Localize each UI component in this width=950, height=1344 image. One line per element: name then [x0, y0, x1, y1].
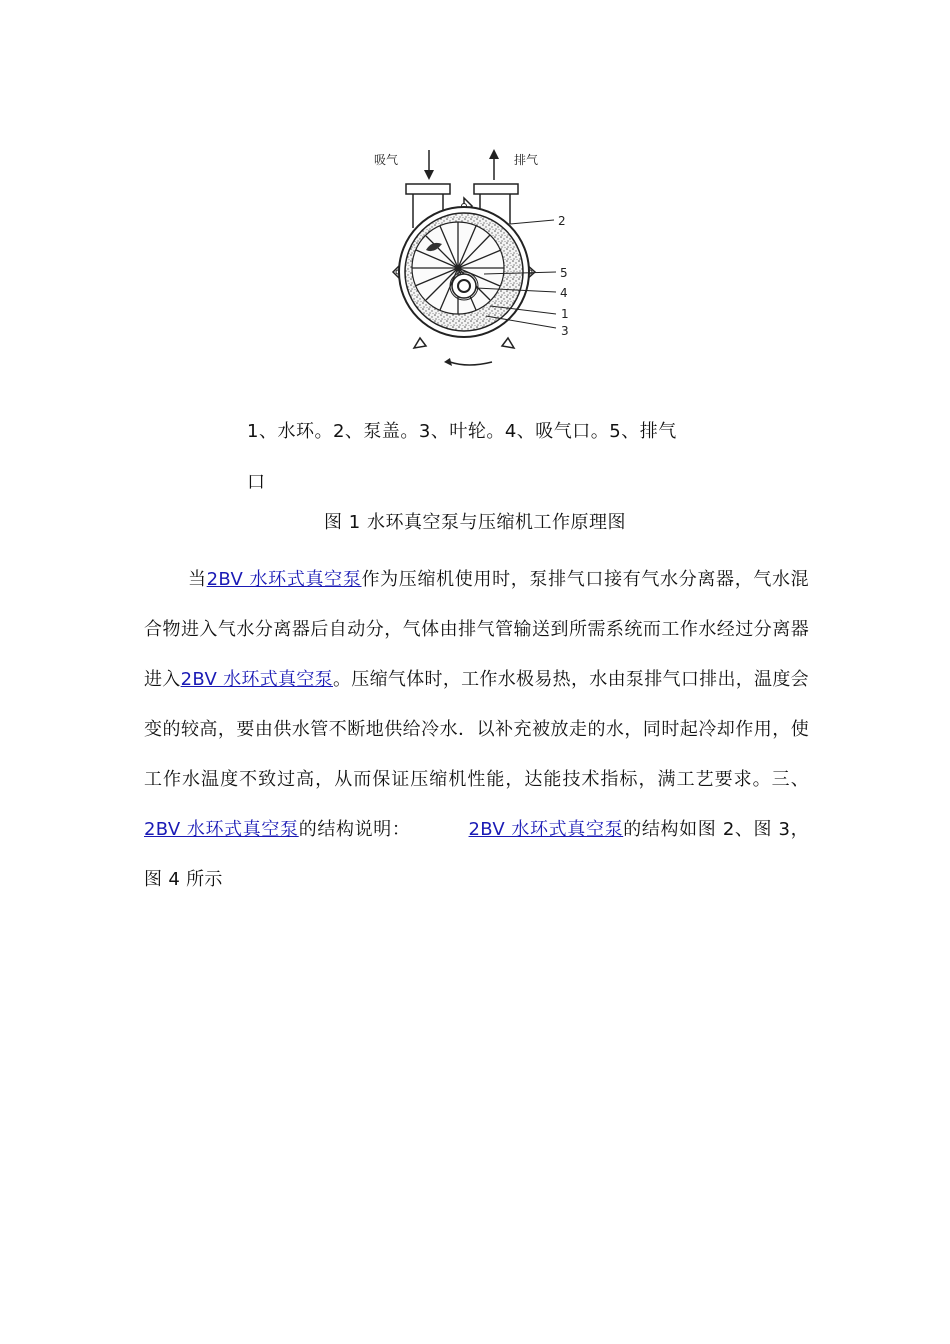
pump-diagram-svg: [368, 140, 583, 372]
part-label-2: 2: [558, 214, 566, 228]
paragraph-text-2: 。压缩气体时，工作水极易热，水由泵排气口排出，温度会变的较高，要由供水管不断地供给冷水．以补充被放走的水，同时起冷却作用，使工作水温度不致过高，从而保证压缩机性能，达能技术指标，满工艺要求。三、: [144, 669, 809, 790]
intake-label: 吸气: [374, 153, 399, 167]
rotation-arrow-icon: [444, 358, 492, 366]
paragraph-text-4: 的结构如图 2、图 3，图 4 所示: [144, 819, 809, 890]
body-paragraph: [144, 555, 809, 905]
pump-diagram: [368, 140, 583, 372]
figure-legend: [247, 406, 717, 508]
paragraph-intro: 当: [188, 569, 207, 590]
intake-arrow-icon: [424, 150, 434, 180]
part-label-1: 1: [561, 307, 569, 321]
figure-caption: 图 1 水环真空泵与压缩机工作原理图: [324, 512, 626, 533]
legend-line-2: 口: [247, 472, 266, 493]
paragraph-text-3: 的结构说明：: [298, 819, 411, 840]
exhaust-arrow-icon: [489, 149, 499, 180]
exhaust-label: 排气: [514, 153, 539, 167]
pump-link-3[interactable]: 2BV 水环式真空泵: [144, 819, 299, 840]
paragraph-text-1: 作为压缩机使用时，泵排气口接有气水分离器，气水混合物进入气水分离器后自动分，气体由排气管输送到所需系统而工作水经过分离器进入: [144, 569, 809, 690]
impeller: [412, 222, 504, 314]
pump-link-4[interactable]: 2BV 水环式真空泵: [468, 819, 624, 840]
part-label-4: 4: [560, 286, 568, 300]
pump-link-1[interactable]: 2BV 水环式真空泵: [206, 569, 362, 590]
impeller-hub: [452, 274, 476, 298]
legend-line-1: 1、水环。2、泵盖。3、叶轮。4、吸气口。5、排气: [247, 421, 677, 442]
pump-link-2[interactable]: 2BV 水环式真空泵: [180, 669, 333, 690]
part-label-3: 3: [561, 324, 569, 338]
part-label-5: 5: [560, 266, 568, 280]
